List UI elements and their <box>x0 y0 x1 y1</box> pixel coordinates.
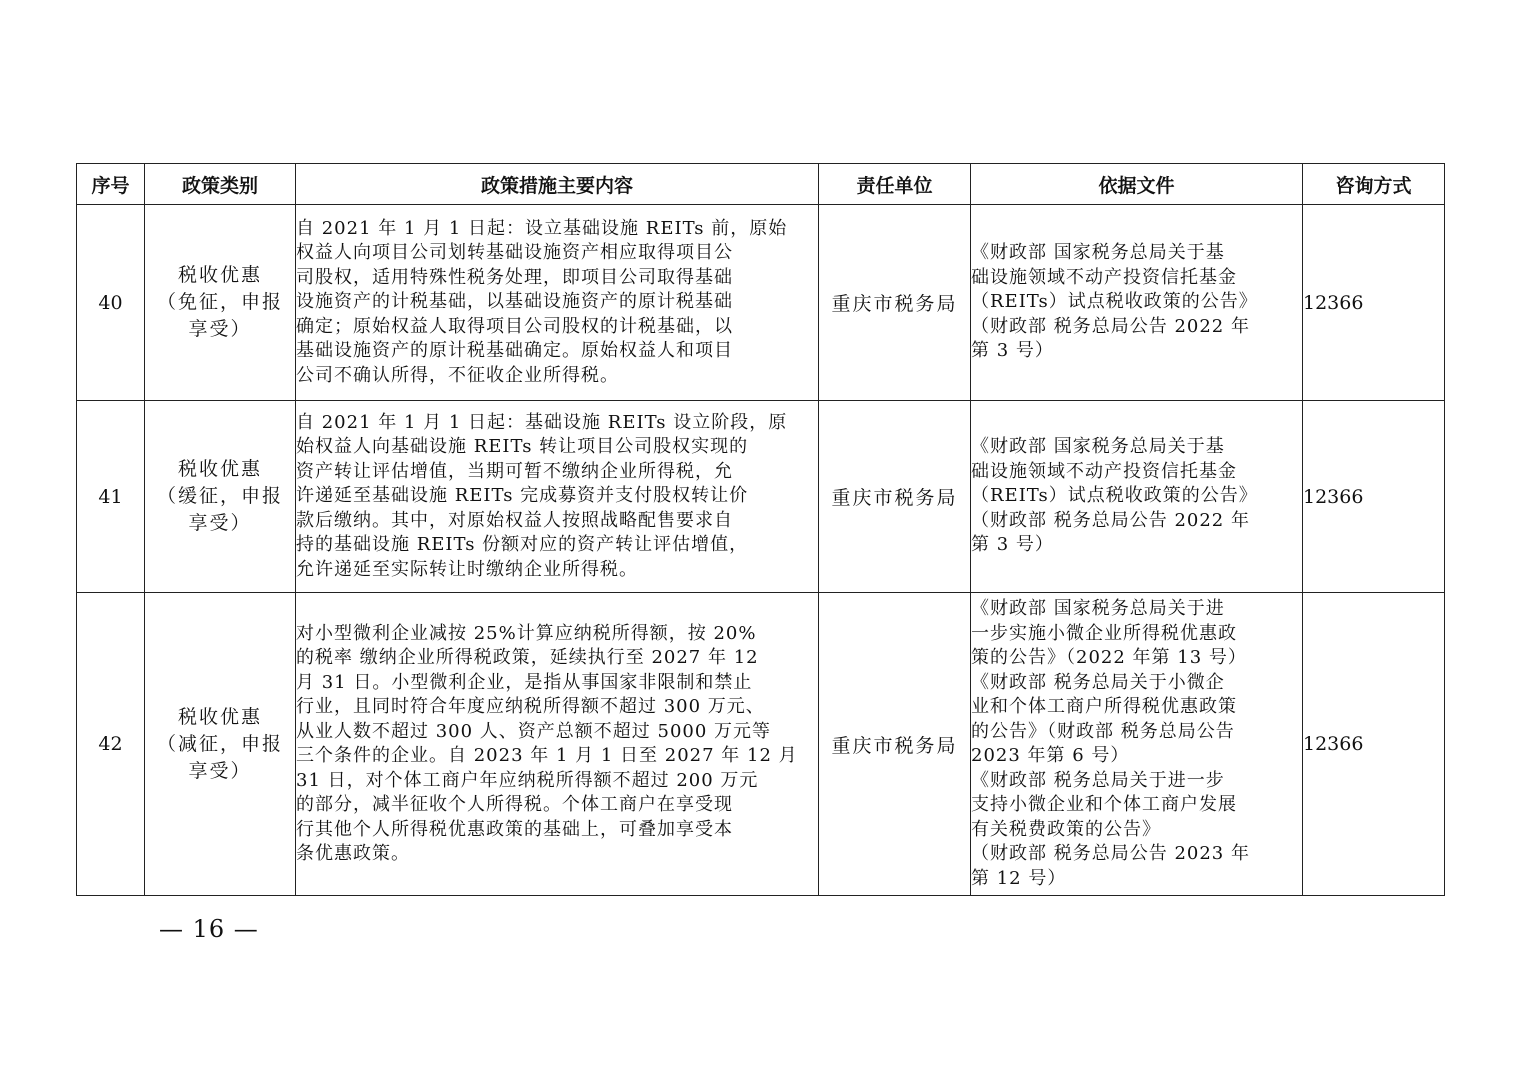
contact-cell: 12366 <box>1303 593 1445 896</box>
content-line: 对小型微利企业减按 25%计算应纳税所得额，按 20% <box>296 622 757 644</box>
page-number: — 16 — <box>159 915 259 943</box>
basis-line: 《财政部 税务总局关于进一步 <box>971 769 1225 791</box>
basis-line: 支持小微企业和个体工商户发展 <box>971 794 1237 815</box>
header-basis-document: 依据文件 <box>971 164 1303 205</box>
category-line: 享受） <box>188 318 252 340</box>
content-line: 月 31 日。小型微利企业，是指从事国家非限制和禁止 <box>296 671 753 693</box>
basis-line: 《财政部 税务总局关于小微企 <box>971 671 1225 693</box>
basis-line: 础设施领域不动产投资信托基金 <box>971 266 1237 288</box>
contact-cell: 12366 <box>1303 401 1445 593</box>
contact-cell: 12366 <box>1303 205 1445 401</box>
responsible-unit-cell: 重庆市税务局 <box>819 593 971 896</box>
header-responsible-unit: 责任单位 <box>819 164 971 205</box>
basis-line: 一步实施小微企业所得税优惠政 <box>971 622 1237 644</box>
content-line: 行业，且同时符合年度应纳税所得额不超过 300 万元、 <box>296 696 765 717</box>
basis-line: 《财政部 国家税务总局关于基 <box>971 242 1225 264</box>
category-line: 享受） <box>188 512 252 534</box>
basis-line: （财政部 税务总局公告 2022 年 <box>971 315 1250 337</box>
category-line: （减征，申报 <box>156 732 283 755</box>
policy-category-cell <box>145 205 296 401</box>
content-line: 持的基础设施 REITs 份额对应的资产转让评估增值， <box>296 534 749 556</box>
header-policy-content: 政策措施主要内容 <box>296 164 819 205</box>
content-line: 确定；原始权益人取得项目公司股权的计税基础，以 <box>296 315 733 337</box>
category-line: （缓征，申报 <box>156 485 283 507</box>
basis-line: 第 3 号） <box>971 534 1054 556</box>
basis-document-cell <box>971 401 1303 593</box>
content-line: 自 2021 年 1 月 1 日起：设立基础设施 REITs 前，原始 <box>296 217 788 239</box>
header-contact-method: 咨询方式 <box>1303 164 1445 205</box>
content-line: 的部分，减半征收个人所得税。个体工商户在享受现 <box>296 794 733 815</box>
responsible-unit-cell: 重庆市税务局 <box>819 205 971 401</box>
content-line: 三个条件的企业。自 2023 年 1 月 1 日至 2027 年 12 月 <box>296 745 798 766</box>
policy-content-cell <box>296 205 819 401</box>
content-line: 设施资产的计税基础，以基础设施资产的原计税基础 <box>296 291 733 313</box>
content-line: 从业人数不超过 300 人、资产总额不超过 5000 万元等 <box>296 720 772 742</box>
basis-line: （REITs）试点税收政策的公告》 <box>971 291 1258 313</box>
basis-line: 《财政部 国家税务总局关于进 <box>971 598 1225 619</box>
basis-line: 策的公告》（2022 年第 13 号） <box>971 647 1247 668</box>
content-line: 自 2021 年 1 月 1 日起：基础设施 REITs 设立阶段，原 <box>296 411 788 433</box>
policy-content-cell <box>296 593 819 896</box>
basis-line: 2023 年第 6 号） <box>971 745 1130 766</box>
content-line: 条优惠政策。 <box>296 843 410 864</box>
table-header-row <box>77 164 1445 205</box>
basis-line: 第 3 号） <box>971 340 1054 362</box>
content-line: 许递延至基础设施 REITs 完成募资并支付股权转让价 <box>296 485 749 507</box>
basis-line: 有关税费政策的公告》 <box>971 818 1161 840</box>
row-number: 41 <box>77 401 145 593</box>
policy-content-cell <box>296 401 819 593</box>
content-line: 始权益人向基础设施 REITs 转让项目公司股权实现的 <box>296 436 749 458</box>
header-policy-category: 政策类别 <box>145 164 296 205</box>
policy-category-cell <box>145 401 296 593</box>
basis-document-cell <box>971 205 1303 401</box>
header-serial-number: 序号 <box>77 164 145 205</box>
content-line: 31 日，对个体工商户年应纳税所得额不超过 200 万元 <box>296 769 759 791</box>
category-line: 税收优惠 <box>177 705 262 728</box>
category-line: （免征，申报 <box>156 291 283 313</box>
basis-line: （REITs）试点税收政策的公告》 <box>971 485 1258 507</box>
category-line: 税收优惠 <box>177 264 262 286</box>
row-number: 40 <box>77 205 145 401</box>
basis-line: 《财政部 国家税务总局关于基 <box>971 436 1225 458</box>
basis-line: 业和个体工商户所得税优惠政策 <box>971 696 1237 717</box>
content-line: 款后缴纳。其中，对原始权益人按照战略配售要求自 <box>296 509 733 531</box>
content-line: 行其他个人所得税优惠政策的基础上，可叠加享受本 <box>296 818 733 840</box>
table-row <box>77 401 1445 593</box>
content-line: 允许递延至实际转让时缴纳企业所得税。 <box>296 558 638 580</box>
basis-line: 第 12 号） <box>971 867 1067 889</box>
basis-line: 础设施领域不动产投资信托基金 <box>971 460 1237 482</box>
content-line: 权益人向项目公司划转基础设施资产相应取得项目公 <box>296 242 733 264</box>
table-row <box>77 593 1445 896</box>
category-line: 税收优惠 <box>177 458 262 480</box>
table-row <box>77 205 1445 401</box>
content-line: 的税率 缴纳企业所得税政策，延续执行至 2027 年 12 <box>296 647 759 668</box>
basis-line: （财政部 税务总局公告 2023 年 <box>971 843 1250 864</box>
content-line: 司股权，适用特殊性税务处理，即项目公司取得基础 <box>296 266 733 288</box>
responsible-unit-cell: 重庆市税务局 <box>819 401 971 593</box>
basis-document-cell <box>971 593 1303 896</box>
basis-line: 的公告》（财政部 税务总局公告 <box>971 720 1235 742</box>
category-line: 享受） <box>188 759 252 782</box>
row-number: 42 <box>77 593 145 896</box>
basis-line: （财政部 税务总局公告 2022 年 <box>971 509 1250 531</box>
content-line: 资产转让评估增值，当期可暂不缴纳企业所得税，允 <box>296 460 733 482</box>
policy-category-cell <box>145 593 296 896</box>
policy-table <box>76 163 1445 896</box>
content-line: 公司不确认所得，不征收企业所得税。 <box>296 364 619 386</box>
content-line: 基础设施资产的原计税基础确定。原始权益人和项目 <box>296 340 733 362</box>
